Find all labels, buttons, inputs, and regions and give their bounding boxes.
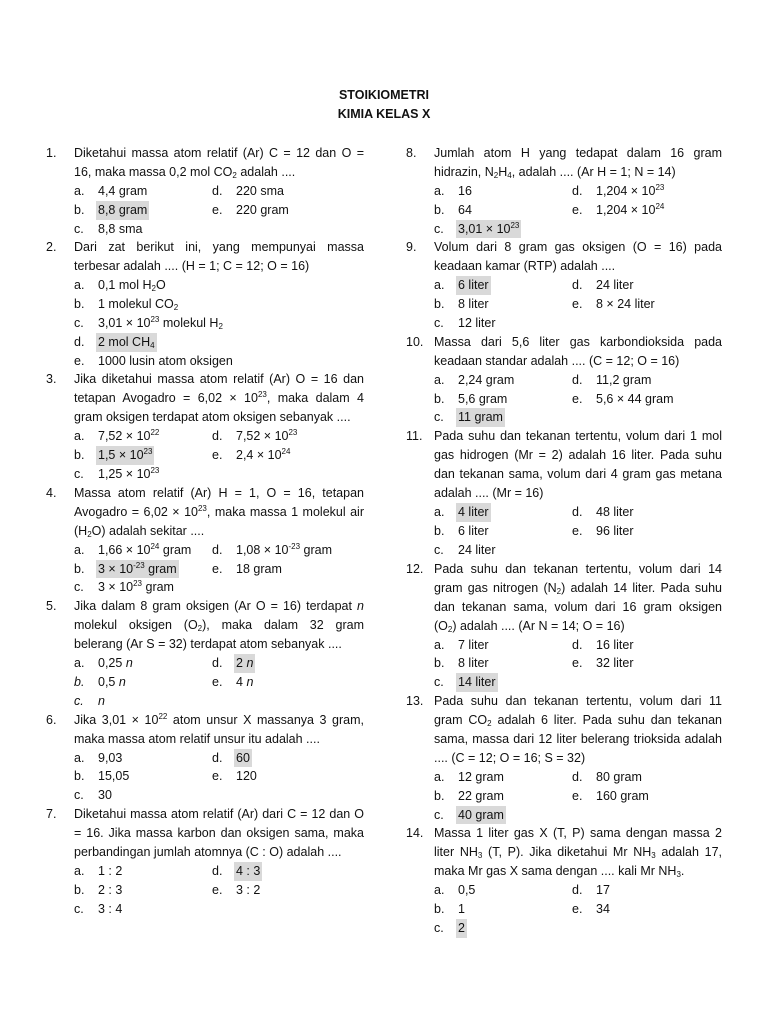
answer-option (212, 201, 364, 220)
option-text: $2,4 \times 10^{24}$ (236, 447, 291, 463)
answer-option (74, 654, 212, 673)
question-number: 6. (46, 712, 57, 727)
answer-option (212, 862, 364, 881)
option-text: 2 : 3 (98, 882, 123, 897)
option-text: 220 sma (236, 184, 284, 198)
answer-option (434, 636, 572, 655)
option-letter: c. (74, 901, 84, 916)
option-text: 64 (458, 202, 472, 217)
answer-option (212, 881, 364, 900)
option-letter: b. (434, 788, 445, 803)
answer-options (74, 276, 364, 370)
option-letter: d. (74, 334, 85, 349)
answer-option (434, 787, 572, 806)
question-item (46, 597, 364, 710)
answer-options (434, 636, 722, 692)
highlighted-answer: $3,01 \times 10^{23}$ (456, 220, 521, 239)
question-number: 2. (46, 240, 57, 255)
option-text: 0,25 n (98, 656, 133, 671)
option-text: 9,03 (98, 750, 123, 765)
option-letter: c. (74, 693, 84, 708)
option-letter: a. (434, 184, 445, 198)
question-number: 10. (406, 334, 424, 349)
question-number: 14. (406, 826, 424, 841)
answer-option (434, 900, 572, 919)
option-letter: a. (434, 769, 445, 784)
option-text: 18 gram (236, 561, 282, 576)
question-item (406, 824, 722, 937)
option-letter: b. (434, 297, 445, 312)
highlighted-answer: 4 liter (456, 503, 491, 522)
highlighted-answer: 2 mol $CH_4$ (98, 334, 155, 350)
question-stem: Jika dalam 8 gram oksigen (Ar O = 16) terdapat n molekul oksigen $(O_2)$, maka dalam 32 gram belerang (Ar S = 32) terdapat atom sebanyak .... (74, 599, 364, 652)
option-letter: e. (572, 656, 583, 671)
question-stem: Pada suhu dan tekanan tertentu, volum dari 1 mol gas hidrogen (Mr = 2) adalah 16 liter. Pada suhu dan tekanan sama, volum dari 4 gram gas metana adalah .... (Mr = 16) (434, 429, 722, 501)
answer-option (212, 749, 364, 768)
option-text: 16 liter (596, 637, 634, 652)
option-text: $1,204 \times 10^{23}$ (596, 183, 665, 198)
question-stem: Pada suhu dan tekanan tertentu, volum dari 14 gram gas nitrogen $(N_2)$ adalah 14 liter. Pada suhu dan tekanan sama, volum dari 16 gram oksigen $(O_2)$ adalah .... (Ar N = 14; O = 16) (434, 561, 722, 634)
answer-option (74, 182, 212, 201)
option-text: 32 liter (596, 656, 634, 671)
answer-option (74, 201, 212, 220)
question-item (46, 711, 364, 805)
option-text: 8 × 24 liter (596, 297, 655, 312)
question-stem: Volum dari 8 gram gas oksigen (O = 16) pada keadaan kamar (RTP) adalah .... (434, 240, 722, 274)
option-letter: c. (434, 542, 444, 557)
answer-option (572, 900, 722, 919)
question-item (406, 692, 722, 824)
answer-option (74, 314, 364, 333)
question-stem: Dari zat berikut ini, yang mempunyai massa terbesar adalah .... (H = 1; C = 12; O = 16) (74, 240, 364, 274)
answer-option (572, 522, 722, 541)
option-letter: c. (74, 788, 84, 803)
option-letter: a. (74, 184, 85, 198)
option-letter: b. (74, 297, 85, 312)
question-body (434, 692, 722, 824)
option-letter: d. (572, 769, 583, 784)
option-text: 11,2 gram (596, 372, 652, 387)
option-letter: b. (74, 561, 85, 576)
highlighted-answer: 40 gram (456, 806, 506, 825)
question-body (74, 805, 364, 918)
option-text: 4,4 gram (98, 184, 148, 198)
answer-option (74, 578, 212, 597)
answer-option (434, 919, 572, 938)
option-letter: a. (74, 863, 85, 878)
option-text: 48 liter (596, 505, 634, 520)
option-letter: e. (212, 674, 223, 689)
option-letter: b. (74, 882, 85, 897)
question-stem: Massa 1 liter gas X (T, P) sama dengan massa 2 liter $NH_3$ (T, P). Jika diketahui Mr $NH_3$ adalah 17, maka Mr gas X sama dengan .... kali Mr $NH_3$. (434, 826, 722, 880)
highlighted-answer: 60 (234, 749, 252, 768)
answer-option (434, 314, 572, 333)
question-item (406, 560, 722, 692)
question-number: 7. (46, 806, 57, 821)
option-letter: e. (572, 788, 583, 803)
answer-option (212, 767, 364, 786)
option-letter: c. (434, 315, 444, 330)
answer-option (572, 371, 722, 390)
question-item (46, 484, 364, 597)
question-number: 9. (406, 240, 417, 255)
question-item (46, 238, 364, 370)
answer-option (74, 427, 212, 446)
option-text: $7,52 \times 10^{23}$ (236, 428, 298, 444)
answer-option (572, 787, 722, 806)
answer-option (212, 446, 364, 465)
answer-option (572, 276, 722, 295)
answer-options (74, 427, 364, 483)
page-subtitle: KIMIA KELAS X (337, 107, 431, 121)
question-stem: Jika $3,01 \times 10^{22}$ atom unsur X massanya 3 gram, maka massa atom relatif unsur itu adalah .... (74, 711, 364, 746)
answer-option (74, 295, 364, 314)
page-title: STOIKIOMETRI (338, 88, 430, 102)
answer-option (74, 541, 212, 560)
question-stem: Diketahui massa atom relatif (Ar) C = 12 dan O = 16, maka massa 0,2 mol $CO_2$ adalah .... (74, 146, 364, 180)
option-text: 30 (98, 788, 112, 803)
highlighted-answer: 4 : 3 (234, 862, 262, 881)
question-body (434, 824, 722, 937)
answer-option (434, 276, 572, 295)
option-letter: a. (434, 883, 445, 898)
option-text: 12 liter (458, 315, 496, 330)
option-letter: e. (572, 391, 583, 406)
option-letter: c. (74, 466, 84, 481)
option-text: 8 liter (458, 297, 489, 312)
option-letter: e. (212, 448, 223, 463)
answer-option (74, 220, 212, 239)
answer-option (434, 182, 572, 201)
left-question-column (46, 144, 364, 918)
option-letter: c. (434, 920, 444, 935)
highlighted-answer: 2 n (234, 654, 255, 673)
option-letter: e. (212, 561, 223, 576)
question-number: 13. (406, 693, 424, 708)
option-letter: b. (434, 202, 445, 217)
question-number: 3. (46, 372, 57, 387)
option-text: $1,66 \times 10^{24}$ gram (98, 541, 192, 557)
option-text: 34 (596, 902, 610, 917)
option-text: 24 liter (596, 278, 634, 293)
question-body (74, 597, 364, 710)
answer-options (434, 881, 722, 937)
option-text: 0,5 n (98, 674, 126, 689)
answer-option (74, 276, 364, 295)
question-item (46, 805, 364, 918)
option-text: 8,8 sma (98, 221, 143, 236)
option-text: 16 (458, 184, 472, 198)
option-letter: d. (572, 184, 583, 198)
option-letter: c. (434, 221, 444, 236)
option-text: $1,204 \times 10^{24}$ (596, 201, 665, 217)
option-text: $7,52 \times 10^{22}$ (98, 428, 160, 444)
option-text: $1,25 \times 10^{23}$ (98, 465, 160, 481)
right-question-column (406, 144, 722, 938)
answer-options (74, 654, 364, 710)
answer-options (434, 503, 722, 559)
option-letter: b. (434, 523, 445, 538)
option-letter: c. (74, 580, 84, 595)
answer-option (434, 806, 572, 825)
answer-option (74, 786, 212, 805)
answer-options (74, 749, 364, 805)
answer-option (572, 182, 722, 201)
option-letter: a. (74, 542, 85, 557)
option-letter: b. (74, 448, 85, 463)
option-letter: e. (212, 769, 223, 784)
question-body (434, 333, 722, 427)
option-letter: e. (74, 353, 85, 368)
option-text: 5,6 gram (458, 391, 508, 406)
question-body (434, 144, 722, 238)
question-stem: Diketahui massa atom relatif (Ar) dari C = 12 dan O = 16. Jika massa karbon dan oksigen sama, maka perbandingan jumlah atomnya (C : O) adalah .... (74, 806, 364, 859)
answer-option (572, 201, 722, 220)
answer-option (212, 182, 364, 201)
option-letter: a. (434, 637, 445, 652)
question-body (74, 370, 364, 483)
option-letter: d. (572, 278, 583, 293)
question-body (434, 238, 722, 332)
highlighted-answer: $3 \times 10^{-23}$ gram (96, 560, 179, 579)
answer-option (572, 295, 722, 314)
answer-option (572, 503, 722, 522)
answer-option (434, 220, 572, 239)
answer-option (74, 881, 212, 900)
answer-option (434, 881, 572, 900)
option-text: 120 (236, 769, 257, 784)
question-item (406, 427, 722, 559)
question-body (74, 484, 364, 597)
answer-options (434, 276, 722, 332)
question-number: 11. (406, 429, 423, 444)
answer-option (434, 541, 572, 560)
option-text: 220 gram (236, 202, 289, 217)
option-letter: b. (434, 656, 445, 671)
question-number: 1. (46, 146, 57, 160)
answer-option (74, 767, 212, 786)
option-text: 6 liter (458, 523, 489, 538)
option-letter: e. (212, 882, 223, 897)
answer-option (74, 352, 364, 371)
answer-option (434, 654, 572, 673)
option-letter: e. (572, 202, 583, 217)
option-letter: e. (212, 202, 223, 217)
question-number: 12. (406, 561, 424, 576)
answer-option (212, 673, 364, 692)
option-letter: b. (74, 202, 85, 217)
option-letter: a. (74, 656, 85, 671)
question-item (46, 370, 364, 483)
option-text: 3 : 2 (236, 882, 261, 897)
option-text: 0,5 (458, 883, 476, 898)
option-letter: c. (74, 221, 84, 236)
option-letter: c. (434, 807, 444, 822)
answer-option (434, 768, 572, 787)
highlighted-answer: $1,5 \times 10^{23}$ (96, 446, 154, 465)
question-stem: Massa atom relatif (Ar) H = 1, O = 16, tetapan Avogadro = $6,02 \times 10^{23}$, maka massa 1 molekul air $(H_2O)$ adalah sekitar .... (74, 485, 364, 539)
answer-option (74, 673, 212, 692)
option-letter: d. (572, 637, 583, 652)
answer-option (434, 371, 572, 390)
option-letter: b. (74, 674, 85, 689)
option-text: 1 molekul $CO_2$ (98, 297, 179, 313)
option-letter: d. (212, 184, 223, 198)
option-letter: c. (434, 675, 444, 690)
option-letter: a. (74, 429, 85, 444)
option-letter: e. (572, 902, 583, 917)
question-number: 8. (406, 146, 417, 160)
question-body (74, 144, 364, 238)
answer-option (434, 201, 572, 220)
option-letter: c. (74, 315, 84, 330)
question-body (434, 427, 722, 559)
question-body (74, 238, 364, 370)
option-letter: b. (434, 391, 445, 406)
answer-option (74, 692, 212, 711)
question-number: 5. (46, 599, 57, 614)
option-letter: d. (572, 883, 583, 898)
option-letter: b. (434, 902, 445, 917)
answer-option (572, 881, 722, 900)
option-text: 1000 lusin atom oksigen (98, 353, 233, 368)
answer-option (434, 390, 572, 409)
option-letter: d. (212, 656, 223, 671)
option-letter: d. (572, 372, 583, 387)
answer-option (572, 768, 722, 787)
option-text: 24 liter (458, 542, 496, 557)
option-letter: d. (572, 505, 583, 520)
option-text: 17 (596, 883, 610, 898)
option-text: 22 gram (458, 788, 504, 803)
question-stem: Massa dari 5,6 liter gas karbondioksida pada keadaan standar adalah .... (C = 12; O = 16) (434, 334, 722, 368)
option-text: 1 : 2 (98, 863, 123, 878)
answer-options (434, 371, 722, 427)
answer-option (74, 333, 364, 352)
answer-option (572, 390, 722, 409)
question-item (406, 144, 722, 238)
option-letter: d. (212, 429, 223, 444)
question-stem: Pada suhu dan tekanan tertentu, volum dari 11 gram $CO_2$ adalah 6 liter. Pada suhu dan tekanan sama, massa dari 12 liter belerang trioksida adalah .... (C = 12; O = 16; S = 32) (434, 693, 722, 765)
option-text: 0,1 mol $H_2O$ (98, 278, 166, 294)
option-letter: c. (434, 410, 444, 425)
answer-option (434, 408, 572, 427)
option-letter: d. (212, 750, 223, 765)
question-item (406, 333, 722, 427)
answer-options (434, 768, 722, 824)
question-item (406, 238, 722, 332)
question-stem: Jumlah atom H yang tedapat dalam 16 gram hidrazin, $N_2H_4$, adalah .... (Ar H = 1; N = 14) (434, 146, 722, 180)
option-text: 8 liter (458, 656, 489, 671)
option-text: 1 (458, 902, 465, 917)
option-text: 12 gram (458, 769, 504, 784)
option-text: 96 liter (596, 523, 634, 538)
answer-option (212, 541, 364, 560)
answer-option (74, 560, 212, 579)
option-letter: b. (74, 769, 85, 784)
highlighted-answer: 14 liter (456, 673, 498, 692)
answer-options (74, 182, 364, 238)
answer-option (74, 862, 212, 881)
answer-option (434, 673, 572, 692)
option-letter: e. (572, 523, 583, 538)
question-stem: Jika diketahui massa atom relatif (Ar) O = 16 dan tetapan Avogadro = $6,02 \times 10^{23}$, maka dalam 4 gram oksigen terdapat atom oksigen sebanyak .... (74, 372, 364, 425)
option-text: 5,6 × 44 gram (596, 391, 674, 406)
option-letter: a. (74, 278, 85, 293)
option-text: $3,01 \times 10^{23}$ molekul $H_2$ (98, 314, 223, 331)
answer-options (74, 862, 364, 918)
option-letter: a. (434, 372, 445, 387)
option-text: n (98, 693, 105, 708)
question-body (74, 711, 364, 805)
option-text: 80 gram (596, 769, 642, 784)
option-text: 2,24 gram (458, 372, 515, 387)
question-body (434, 560, 722, 692)
answer-options (74, 541, 364, 597)
answer-option (572, 654, 722, 673)
highlighted-answer: 11 gram (456, 408, 505, 427)
answer-option (74, 446, 212, 465)
option-text: $1,08 \times 10^{-23}$ gram (236, 541, 332, 557)
option-text: 4 n (236, 674, 254, 689)
highlighted-answer: 2 (456, 919, 467, 938)
option-text: 160 gram (596, 788, 649, 803)
option-letter: e. (572, 297, 583, 312)
highlighted-answer: 8,8 gram (96, 201, 149, 220)
answer-option (434, 522, 572, 541)
option-letter: a. (74, 750, 85, 765)
answer-option (212, 427, 364, 446)
option-text: 15,05 (98, 769, 130, 784)
answer-option (74, 465, 212, 484)
option-letter: a. (434, 505, 445, 520)
option-letter: a. (434, 278, 445, 293)
option-letter: d. (212, 542, 223, 557)
answer-options (434, 182, 722, 238)
answer-option (212, 560, 364, 579)
highlighted-answer: 6 liter (456, 276, 491, 295)
option-letter: d. (212, 863, 223, 878)
answer-option (212, 654, 364, 673)
option-text: $3 \times 10^{23}$ gram (98, 579, 174, 595)
option-text: 3 : 4 (98, 901, 123, 916)
answer-option (434, 295, 572, 314)
question-item (46, 144, 364, 238)
answer-option (74, 749, 212, 768)
answer-option (572, 636, 722, 655)
answer-option (434, 503, 572, 522)
answer-option (74, 900, 212, 919)
option-text: 7 liter (458, 637, 489, 652)
question-number: 4. (46, 485, 57, 500)
